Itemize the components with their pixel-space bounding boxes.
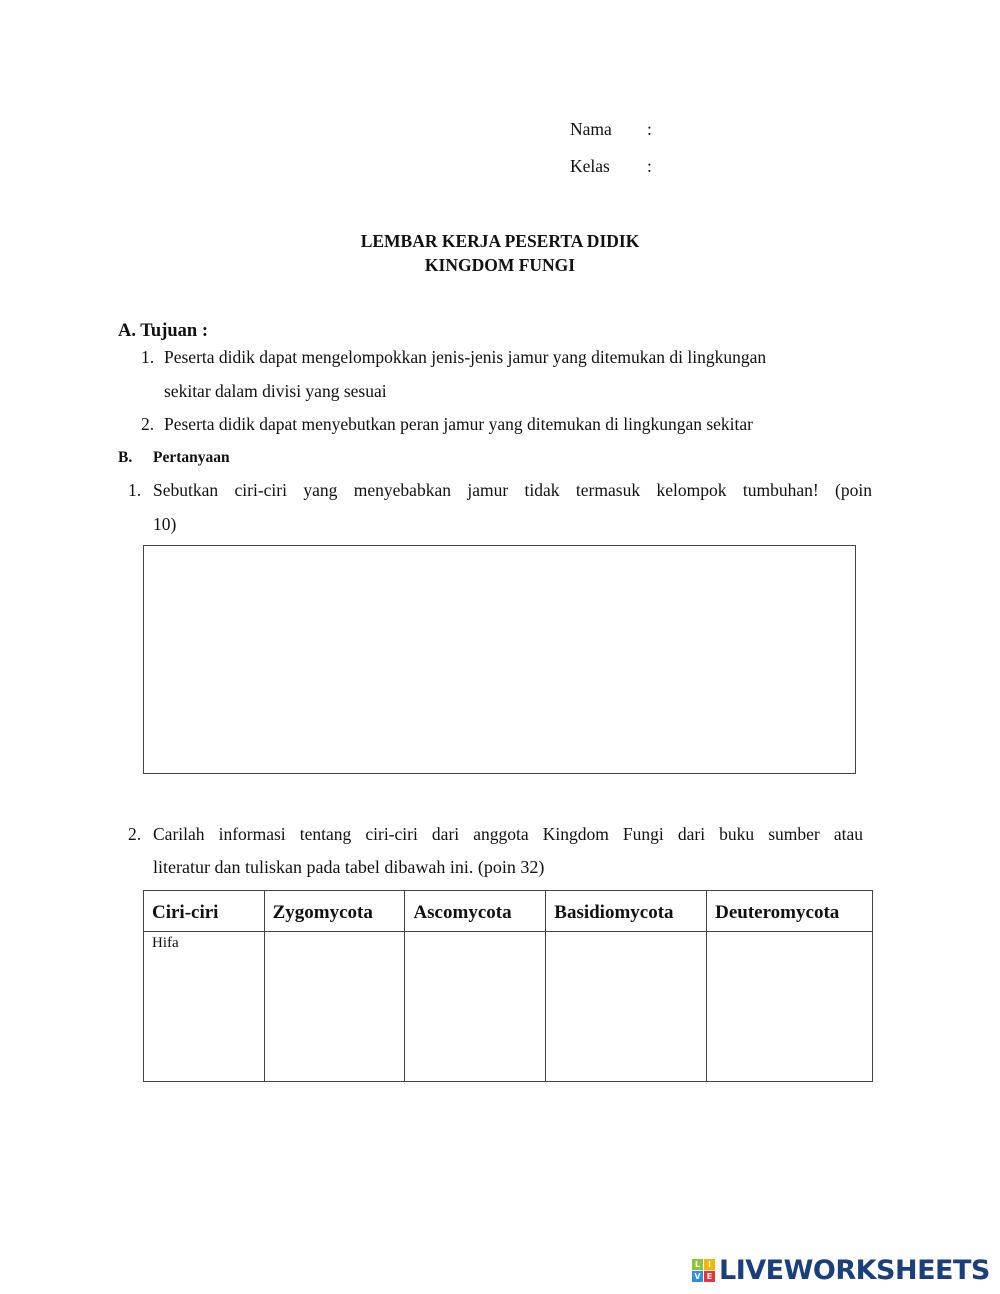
logo-tile: E	[704, 1271, 715, 1282]
table-row	[144, 932, 873, 1082]
cell-deuteromycota-hifa[interactable]	[707, 932, 873, 1082]
logo-wordmark: LIVEWORKSHEETS	[719, 1255, 990, 1286]
objective-1-text: Peserta didik dapat mengelompokkan jenis-jenis jamur yang ditemukan di lingkungan	[164, 347, 767, 367]
class-input[interactable]	[662, 155, 916, 179]
question-1-answer-box[interactable]	[143, 545, 856, 774]
logo-tile: L	[692, 1259, 703, 1270]
objective-2-text: Peserta didik dapat menyebutkan peran jamur yang ditemukan di lingkungan sekitar	[164, 414, 754, 434]
objective-2-number: 2.	[141, 414, 155, 434]
logo-tile: V	[692, 1271, 703, 1282]
question-2-text-cont: literatur dan tuliskan pada tabel dibawah ini. (poin 32)	[153, 857, 545, 877]
question-1-text: Sebutkan ciri-ciri yang menyebabkan jamur tidak termasuk kelompok tumbuhan! (poin	[153, 480, 872, 500]
objective-1-number: 1.	[141, 347, 155, 367]
section-b-heading: Pertanyaan	[153, 449, 230, 466]
question-1-number: 1.	[128, 480, 142, 500]
cell-basidiomycota-hifa[interactable]	[546, 932, 707, 1082]
name-input[interactable]	[662, 118, 916, 142]
name-colon: :	[647, 119, 652, 139]
fungi-table	[143, 890, 873, 1082]
table-header-row	[144, 891, 873, 932]
class-colon: :	[647, 156, 652, 176]
header-basidiomycota: Basidiomycota	[546, 891, 707, 932]
section-b-letter: B.	[118, 449, 133, 466]
name-label: Nama	[570, 119, 612, 139]
objective-1-text-cont: sekitar dalam divisi yang sesuai	[164, 381, 387, 401]
page-title: LEMBAR KERJA PESERTA DIDIK	[360, 231, 640, 251]
liveworksheets-logo	[692, 1255, 990, 1286]
question-2-text: Carilah informasi tentang ciri-ciri dari anggota Kingdom Fungi dari buku sumber atau	[153, 824, 863, 844]
section-a-heading: A. Tujuan :	[118, 321, 208, 341]
row-label-hifa: Hifa	[144, 932, 265, 1082]
header-ciri-ciri: Ciri-ciri	[144, 891, 265, 932]
header-ascomycota: Ascomycota	[405, 891, 546, 932]
logo-tile: I	[704, 1259, 715, 1270]
question-2-number: 2.	[128, 824, 142, 844]
cell-ascomycota-hifa[interactable]	[405, 932, 546, 1082]
header-deuteromycota: Deuteromycota	[707, 891, 873, 932]
live-tiles-icon	[692, 1259, 715, 1282]
cell-zygomycota-hifa[interactable]	[264, 932, 405, 1082]
header-zygomycota: Zygomycota	[264, 891, 405, 932]
page-subtitle: KINGDOM FUNGI	[424, 255, 576, 275]
question-1-text-cont: 10)	[153, 514, 177, 534]
class-label: Kelas	[570, 156, 610, 176]
